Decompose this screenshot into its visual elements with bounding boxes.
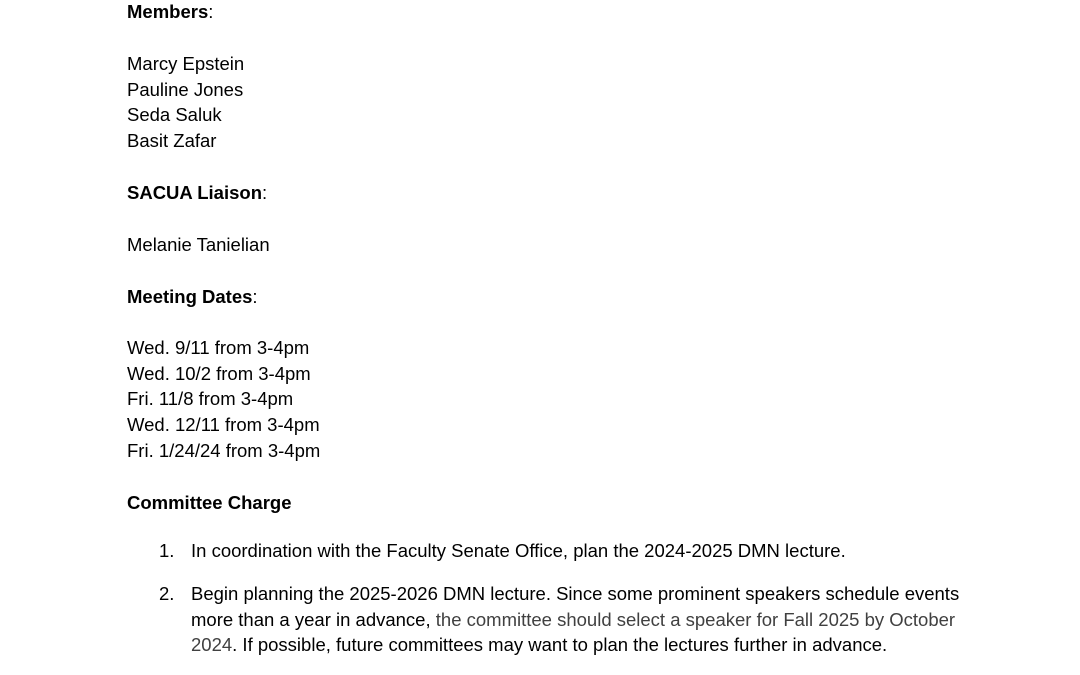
member-name: Basit Zafar bbox=[127, 130, 217, 151]
meeting-dates-heading-text: Meeting Dates bbox=[127, 286, 253, 307]
meeting-date: Fri. 1/24/24 from 3-4pm bbox=[127, 440, 321, 461]
meeting-dates-heading bbox=[127, 285, 258, 309]
committee-charge-heading: Committee Charge bbox=[127, 492, 292, 513]
liaison-heading-colon: : bbox=[262, 182, 268, 203]
meeting-date: Wed. 10/2 from 3-4pm bbox=[127, 363, 311, 384]
charge-item-text-part: Begin planning the 2025-2026 DMN lecture. Since some prominent speakers schedule events more than a year in advance, bbox=[191, 583, 960, 630]
member-name: Seda Saluk bbox=[127, 104, 222, 125]
member-name: Marcy Epstein bbox=[127, 53, 245, 74]
liaison-heading bbox=[127, 181, 267, 205]
charge-item-number: 1. bbox=[159, 540, 175, 561]
member-name: Pauline Jones bbox=[127, 79, 244, 100]
charge-item-text bbox=[191, 581, 961, 658]
meeting-dates-heading-colon: : bbox=[252, 286, 258, 307]
liaison-heading-text: SACUA Liaison bbox=[127, 182, 262, 203]
members-heading-colon: : bbox=[208, 1, 214, 22]
meeting-date: Fri. 11/8 from 3-4pm bbox=[127, 388, 294, 409]
members-heading bbox=[127, 0, 213, 24]
members-heading-text: Members bbox=[127, 1, 209, 22]
charge-item-text: In coordination with the Faculty Senate Office, plan the 2024-2025 DMN lecture. bbox=[191, 540, 846, 561]
meeting-date: Wed. 12/11 from 3-4pm bbox=[127, 414, 320, 435]
charge-item-text-part: the committee should select a speaker for Fall 2025 by October 2024 bbox=[191, 608, 956, 655]
liaison-name: Melanie Tanielian bbox=[127, 234, 270, 255]
charge-item-number: 2. bbox=[159, 583, 175, 604]
charge-item-text-part: . If possible, future committees may want to plan the lectures further in advance. bbox=[232, 634, 888, 655]
meeting-date: Wed. 9/11 from 3-4pm bbox=[127, 337, 310, 358]
